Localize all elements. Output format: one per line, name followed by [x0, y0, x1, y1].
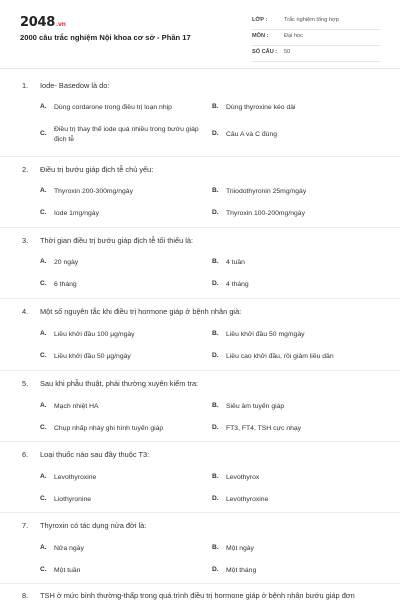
question-number: 7. [22, 521, 29, 530]
question-number: 3. [22, 236, 29, 245]
option-text: 20 ngày [54, 259, 79, 266]
option-letter: D. [212, 352, 219, 359]
page-header [0, 0, 400, 70]
option-text: Nửa ngày [54, 545, 84, 552]
option-letter: B. [212, 330, 219, 337]
option-letter: A. [40, 473, 47, 480]
question-divider [0, 583, 400, 584]
question-divider [0, 441, 400, 442]
option-text: Một ngày [226, 545, 254, 552]
option-text: Mạch nhiệt HA [54, 403, 99, 410]
option-text: Levothyrox [226, 474, 260, 481]
option-text: Liothyronine [54, 496, 92, 503]
option-text: Thyroxin 200-300mg/ngày [54, 188, 133, 195]
option-text: Liều khởi đầu 50 µg/ngày [54, 353, 131, 360]
question-text: Một số nguyên tắc khi điều trị hormone giáp ở bệnh nhân già: [40, 307, 242, 316]
option-text: Điều trị thay thế iode quá nhiều trong bướu giáp địch tễ [54, 126, 199, 143]
option-text: Liều cao khởi đầu, rồi giảm liều dần [226, 353, 334, 360]
meta-label: MÔN : [252, 33, 269, 39]
option-letter: C. [40, 495, 47, 502]
question-text: Thyroxin có tác dụng nửa đời là: [40, 521, 147, 530]
option-letter: D. [212, 280, 219, 287]
meta-row-class [252, 14, 380, 30]
option-text: 4 tháng [226, 281, 249, 288]
meta-value: Trắc nghiệm tổng hợp [284, 17, 339, 23]
option-letter: D. [212, 566, 219, 573]
option-letter: C. [40, 280, 47, 287]
option-text: Câu A và C đúng [226, 131, 278, 138]
question-number: 1. [22, 81, 29, 90]
option-text: Chụp nhấp nháy ghi hình tuyến giáp [54, 425, 164, 432]
option-text: Iode 1mg/ngày [54, 210, 99, 217]
meta-value: 50 [284, 49, 291, 55]
question-divider [0, 156, 400, 157]
meta-row-subject [252, 30, 380, 46]
question-number: 8. [22, 591, 29, 600]
option-letter: B. [212, 187, 219, 194]
option-text: Liều khởi đầu 100 µg/ngày [54, 331, 135, 338]
option-text: 4 tuần [226, 259, 245, 266]
question-number: 4. [22, 307, 29, 316]
option-letter: B. [212, 103, 219, 110]
meta-table [252, 14, 380, 62]
option-letter: A. [40, 544, 47, 551]
question-number: 6. [22, 450, 29, 459]
option-text: Một tuần [54, 567, 81, 574]
question-text: Loại thuốc nào sau đây thuộc T3: [40, 450, 150, 459]
document-title: 2000 câu trắc nghiệm Nội khoa cơ sở - Phần 17 [20, 33, 191, 42]
meta-value: Đại học [284, 33, 303, 39]
question-text: Sau khi phẫu thuật, phải thường xuyên kiểm tra: [40, 379, 199, 388]
option-text: Siêu âm tuyến giáp [226, 403, 285, 410]
option-letter: A. [40, 103, 47, 110]
logo-suffix: .vn [55, 21, 66, 28]
question-text: Điều trị bướu giáp địch tễ chủ yếu: [40, 165, 154, 174]
option-letter: A. [40, 187, 47, 194]
option-text: Triiodothyronin 25mg/ngày [226, 188, 307, 195]
question-divider [0, 512, 400, 513]
logo-text: 2048 [20, 15, 55, 30]
option-text: Levothyroxine [226, 496, 269, 503]
option-letter: C. [40, 566, 47, 573]
option-letter: C. [40, 424, 47, 431]
meta-label: LỚP : [252, 17, 268, 23]
option-text: Levothyroxine [54, 474, 97, 481]
option-text: Dùng thyroxine kéo dài [226, 104, 296, 111]
option-letter: C. [40, 130, 47, 137]
option-text: 6 tháng [54, 281, 77, 288]
question-text: TSH ở mức bình thường-thấp trong quá trình điều trị hormone giáp ở bệnh nhân bướu giáp đơn [40, 591, 355, 600]
option-letter: D. [212, 130, 219, 137]
option-letter: B. [212, 544, 219, 551]
question-number: 2. [22, 165, 29, 174]
meta-label: SỐ CÂU : [252, 49, 278, 55]
option-text: Dùng cordarone trong điều trị loạn nhịp [54, 104, 172, 111]
option-letter: D. [212, 424, 219, 431]
option-letter: C. [40, 209, 47, 216]
question-divider [0, 298, 400, 299]
option-text: Thyroxin 100-200mg/ngày [226, 210, 305, 217]
question-divider [0, 227, 400, 228]
option-text: Liều khởi đầu 50 mg/ngày [226, 331, 305, 338]
question-text: Thời gian điều trị bướu giáp địch tễ tối thiểu là: [40, 236, 194, 245]
option-letter: B. [212, 258, 219, 265]
header-divider [0, 68, 400, 69]
option-letter: C. [40, 352, 47, 359]
meta-row-count [252, 46, 380, 62]
site-logo[interactable] [20, 15, 66, 30]
option-letter: D. [212, 209, 219, 216]
question-divider [0, 370, 400, 371]
question-number: 5. [22, 379, 29, 388]
option-letter: A. [40, 330, 47, 337]
option-letter: D. [212, 495, 219, 502]
option-letter: B. [212, 402, 219, 409]
option-letter: B. [212, 473, 219, 480]
option-text: FT3, FT4, TSH cực nhạy [226, 425, 302, 432]
option-letter: A. [40, 402, 47, 409]
option-letter: A. [40, 258, 47, 265]
option-text: Một tháng [226, 567, 257, 574]
question-text: Iode- Basedow là do: [40, 81, 110, 90]
